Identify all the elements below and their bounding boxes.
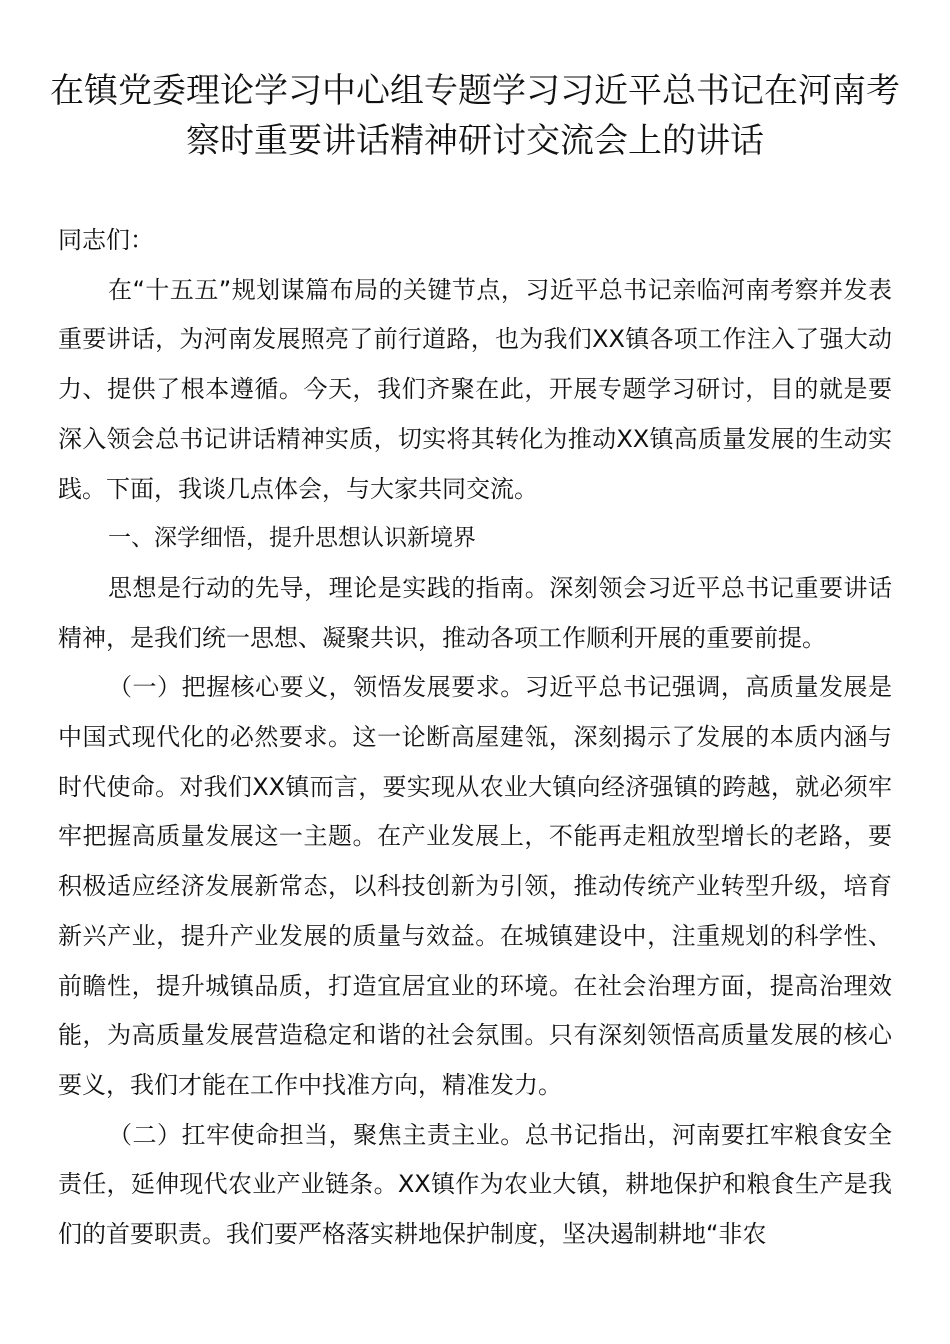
document-title: 在镇党委理论学习中心组专题学习习近平总书记在河南考察时重要讲话精神研讨交流会上的讲话 [50, 71, 900, 161]
salutation: 同志们： [58, 226, 154, 254]
paragraph-section-1-lead: 思想是行动的先导，理论是实践的指南。深刻领会习近平总书记重要讲话精神，是我们统一思想、凝聚共识，推动各项工作顺利开展的重要前提。 [58, 573, 892, 652]
paragraph-subsection-1: （一）把握核心要义，领悟发展要求。习近平总书记强调，高质量发展是中国式现代化的必然要求。这一论断高屋建瓴，深刻揭示了发展的本质内涵与时代使命。对我们XX镇而言，要实现从农业大镇向经济强镇的跨越，就必须牢牢把握高质量发展这一主题。在产业发展上，不能再走粗放型增长的老路，要积极适应经济发展新常态，以科技创新为引领，推动传统产业转型升级，培育新兴产业，提升产业发展的质量与效益。在城镇建设中，注重规划的科学性、前瞻性，提升城镇品质，打造宜居宜业的环境。在社会治理方面，提高治理效能，为高质量发展营造稳定和谐的社会氛围。只有深刻领悟高质量发展的核心要义，我们才能在工作中找准方向，精准发力。 [58, 673, 892, 1099]
paragraph-intro: 在“十五五”规划谋篇布局的关键节点，习近平总书记亲临河南考察并发表重要讲话，为河南发展照亮了前行道路，也为我们XX镇各项工作注入了强大动力、提供了根本遵循。今天，我们齐聚在此，开展专题学习研讨，目的就是要深入领会总书记讲话精神实质，切实将其转化为推动XX镇高质量发展的生动实践。下面，我谈几点体会，与大家共同交流。 [58, 275, 892, 503]
paragraph-subsection-2: （二）扛牢使命担当，聚焦主责主业。总书记指出，河南要扛牢粮食安全责任，延伸现代农业产业链条。XX镇作为农业大镇，耕地保护和粮食生产是我们的首要职责。我们要严格落实耕地保护制度，坚决遏制耕地“非农 [58, 1120, 892, 1249]
section-heading-1: 一、深学细悟，提升思想认识新境界 [108, 525, 476, 552]
document-body [58, 216, 892, 1260]
